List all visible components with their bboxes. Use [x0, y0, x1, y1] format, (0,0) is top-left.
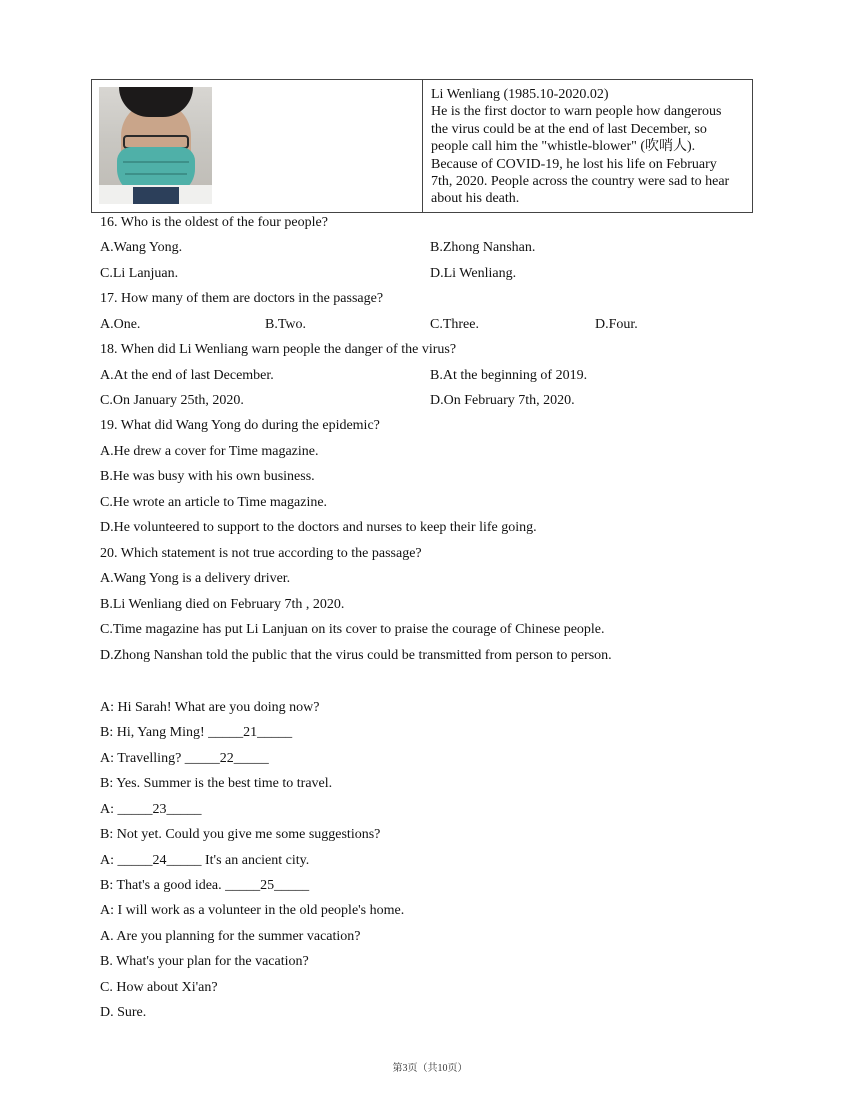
choice-option: D. Sure. [100, 1005, 147, 1020]
profile-text-cell [423, 80, 752, 212]
option: D.Four. [595, 317, 638, 332]
profile-line: the virus could be at the end of last December, so [431, 121, 707, 137]
profile-line: He is the first doctor to warn people how dangerous [431, 104, 722, 120]
dialogue-line: B: Not yet. Could you give me some suggestions? [100, 827, 381, 842]
option: B.Li Wenliang died on February 7th , 2020. [100, 597, 345, 612]
dialogue-line: A: I will work as a volunteer in the old people's home. [100, 903, 405, 918]
option: A.He drew a cover for Time magazine. [100, 444, 319, 459]
profile-line: Because of COVID-19, he lost his life on February [431, 156, 717, 172]
choice-option: A. Are you planning for the summer vacation? [100, 929, 361, 944]
option: C.On January 25th, 2020. [100, 393, 244, 408]
option: A.Wang Yong. [100, 240, 183, 255]
question-stem: 18. When did Li Wenliang warn people the danger of the virus? [100, 342, 457, 357]
portrait-photo-icon [99, 87, 212, 204]
question-stem: 20. Which statement is not true according to the passage? [100, 546, 422, 561]
profile-table [91, 79, 753, 213]
option: B.Zhong Nanshan. [430, 240, 536, 255]
dialogue-line: B: Yes. Summer is the best time to travel. [100, 776, 333, 791]
choice-option: B. What's your plan for the vacation? [100, 954, 309, 969]
option: C.Li Lanjuan. [100, 266, 179, 281]
option: B.Two. [265, 317, 307, 332]
option: A.One. [100, 317, 141, 332]
option: C.Time magazine has put Li Lanjuan on its cover to praise the courage of Chinese people. [100, 622, 605, 637]
dialogue-line: B: That's a good idea. _____25_____ [100, 878, 310, 893]
option: D.On February 7th, 2020. [430, 393, 575, 408]
question-stem: 19. What did Wang Yong do during the epidemic? [100, 418, 380, 433]
option: C.Three. [430, 317, 479, 332]
dialogue-line: A: _____23_____ [100, 802, 202, 817]
option: D.He volunteered to support to the doctors and nurses to keep their life going. [100, 520, 537, 535]
profile-line: people call him the "whistle-blower" (吹哨人). [431, 139, 696, 155]
question-stem: 17. How many of them are doctors in the passage? [100, 291, 384, 306]
dialogue-line: A: Hi Sarah! What are you doing now? [100, 700, 320, 715]
option: A.At the end of last December. [100, 368, 274, 383]
profile-line: 7th, 2020. People across the country were sad to hear [431, 174, 730, 190]
profile-line: Li Wenliang (1985.10-2020.02) [431, 87, 609, 102]
page-footer: 第3页（共10页） [392, 1063, 468, 1074]
photo-cell [92, 80, 423, 212]
question-stem: 16. Who is the oldest of the four people? [100, 215, 328, 230]
dialogue-line: A: Travelling? _____22_____ [100, 751, 269, 766]
option: C.He wrote an article to Time magazine. [100, 495, 328, 510]
profile-line: about his death. [431, 191, 520, 207]
dialogue-line: B: Hi, Yang Ming! _____21_____ [100, 725, 293, 740]
choice-option: C. How about Xi'an? [100, 980, 218, 995]
option: D.Zhong Nanshan told the public that the virus could be transmitted from person to person. [100, 648, 612, 663]
option: D.Li Wenliang. [430, 266, 517, 281]
option: B.He was busy with his own business. [100, 469, 315, 484]
option: A.Wang Yong is a delivery driver. [100, 571, 291, 586]
dialogue-line: A: _____24_____ It's an ancient city. [100, 853, 310, 868]
option: B.At the beginning of 2019. [430, 368, 588, 383]
